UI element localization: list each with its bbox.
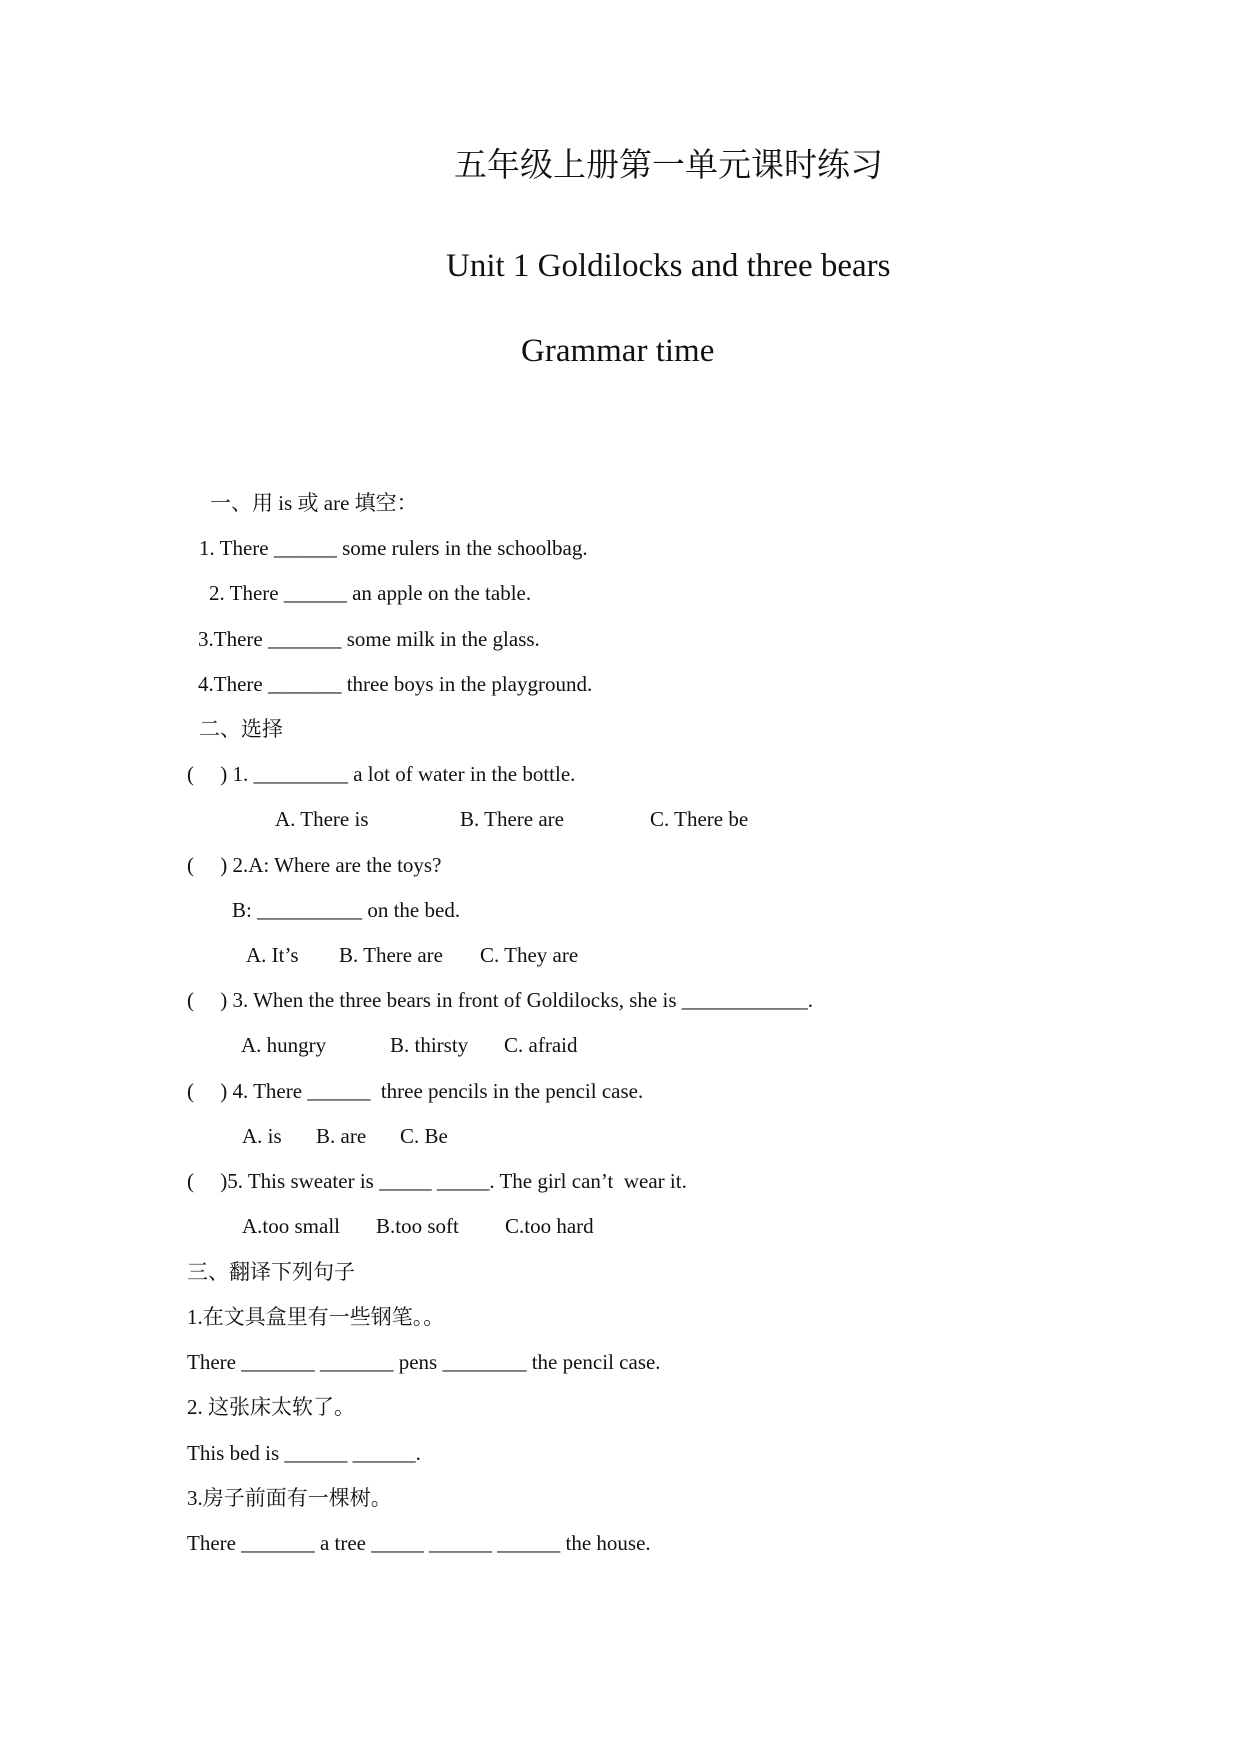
q5-stem: ( )5. This sweater is _____ _____. The girl can’t wear it. <box>187 1169 687 1193</box>
section1-item-1: 1. There ______ some rulers in the schoolbag. <box>199 536 588 560</box>
translation-1-chinese: 1.在文具盒里有一些钢笔。。 <box>187 1305 445 1329</box>
q5-option-c: C.too hard <box>505 1214 594 1238</box>
section-title: Grammar time <box>521 333 715 369</box>
q4-option-a: A. is <box>242 1124 282 1148</box>
q3-stem: ( ) 3. When the three bears in front of Goldilocks, she is ____________. <box>187 988 813 1012</box>
q5-option-b: B.too soft <box>376 1214 459 1238</box>
q3-option-b: B. thirsty <box>390 1033 469 1057</box>
section2-heading: 二、选择 <box>199 717 283 741</box>
section1-item-3: 3.There _______ some milk in the glass. <box>198 627 540 651</box>
q1-option-b: B. There are <box>460 807 564 831</box>
q2-option-b: B. There are <box>339 943 443 967</box>
q2-stem-answer-line: B: __________ on the bed. <box>232 898 461 922</box>
q1-stem: ( ) 1. _________ a lot of water in the bottle. <box>187 762 576 786</box>
q4-option-c: C. Be <box>400 1124 448 1148</box>
translation-2-english: This bed is ______ ______. <box>187 1441 421 1465</box>
translation-3-english: There _______ a tree _____ ______ ______ the house. <box>187 1531 651 1555</box>
q3-option-c: C. afraid <box>504 1033 578 1057</box>
section1-item-2: 2. There ______ an apple on the table. <box>209 581 532 605</box>
section3-heading: 三、翻译下列句子 <box>187 1260 355 1284</box>
q3-option-a: A. hungry <box>241 1033 327 1057</box>
section1-heading: 一、用 is 或 are 填空： <box>210 491 418 515</box>
q4-stem: ( ) 4. There ______ three pencils in the pencil case. <box>187 1079 644 1103</box>
unit-title: Unit 1 Goldilocks and three bears <box>446 248 891 284</box>
q2-option-c: C. They are <box>480 943 579 967</box>
translation-3-chinese: 3.房子前面有一棵树。 <box>187 1486 392 1510</box>
q1-option-c: C. There be <box>650 807 749 831</box>
page-title-chinese: 五年级上册第一单元课时练习 <box>454 148 883 184</box>
q1-option-a: A. There is <box>275 807 369 831</box>
q2-stem: ( ) 2.A: Where are the toys? <box>187 853 442 877</box>
section1-item-4: 4.There _______ three boys in the playground. <box>198 672 593 696</box>
translation-1-english: There _______ _______ pens ________ the pencil case. <box>187 1350 661 1374</box>
q2-option-a: A. It’s <box>246 943 299 967</box>
translation-2-chinese: 2. 这张床太软了。 <box>187 1395 355 1419</box>
q5-option-a: A.too small <box>242 1214 340 1238</box>
q4-option-b: B. are <box>316 1124 367 1148</box>
